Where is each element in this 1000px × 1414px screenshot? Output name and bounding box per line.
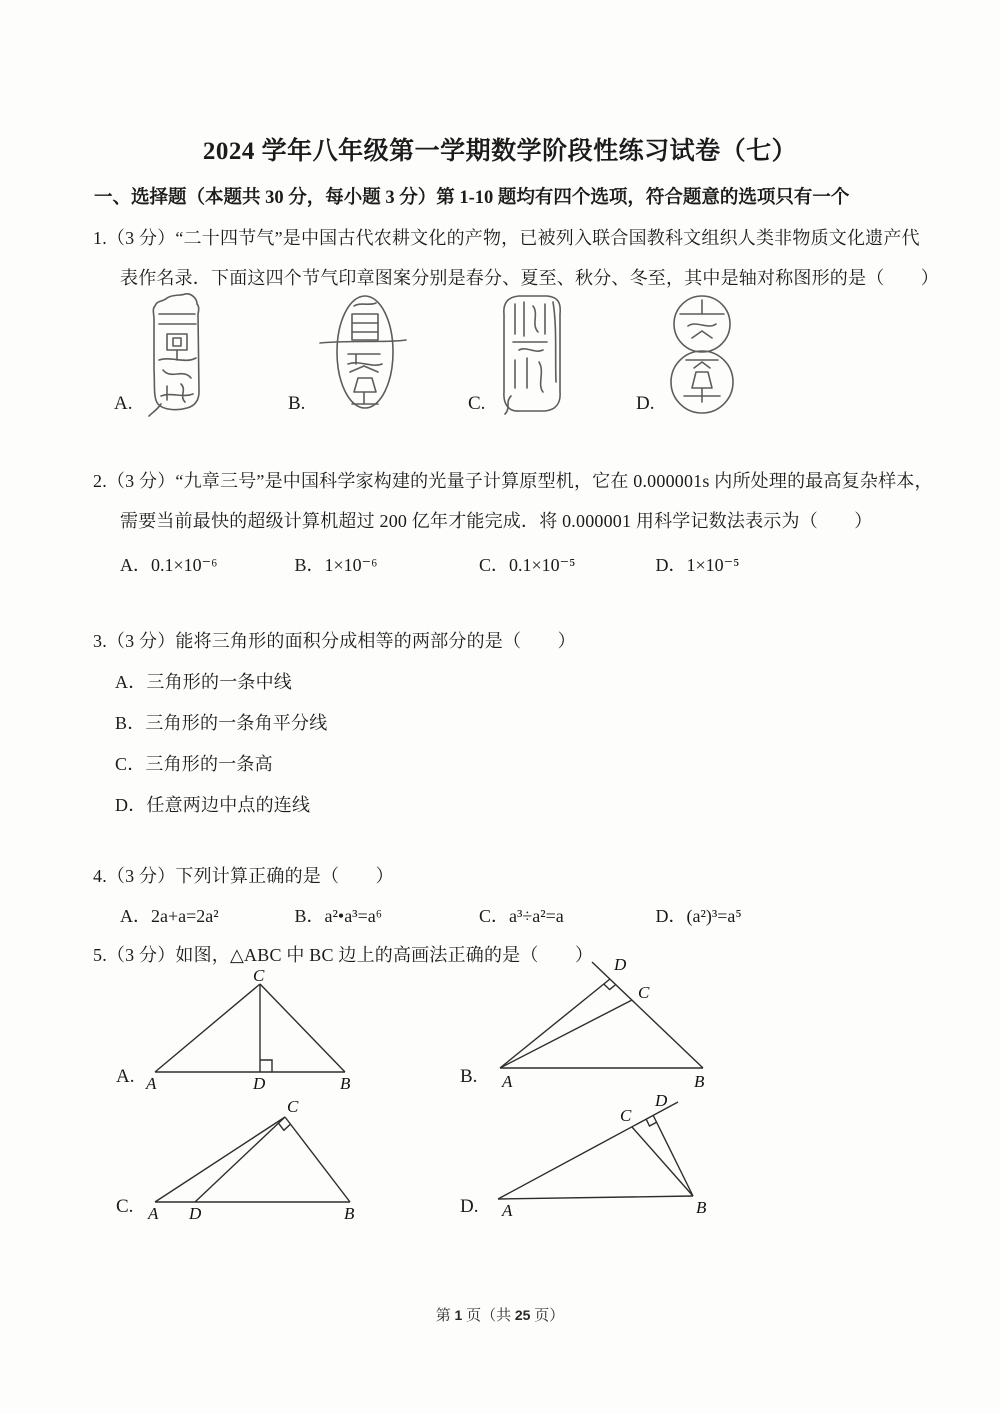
q5-figure-label-a: A. [116,1066,135,1087]
q5-figure-label-d: D. [460,1196,479,1217]
spring-equinox-seal-image [147,292,207,418]
q1-option-label-c: C. [468,393,486,414]
q2-options-row [120,551,739,577]
vertex-label: C [620,1106,632,1125]
vertex-label: B [344,1204,355,1223]
q1-option-label-d: D. [636,393,655,414]
q2-option-d: D．1×10⁻⁵ [655,555,740,575]
vertex-label: D [614,955,627,974]
winter-solstice-seal-image [666,294,738,414]
vertex-label: B [694,1072,705,1091]
vertex-label: B [340,1074,351,1093]
vertex-label: A [502,1072,513,1091]
autumn-equinox-seal-image [497,292,567,416]
q2-option-c: C．0.1×10⁻⁵ [479,555,576,575]
vertex-label: D [253,1074,266,1093]
q3-option-c: C．三角形的一条高 [115,754,273,774]
vertex-label: C [638,983,650,1002]
summer-solstice-seal-image [318,294,408,412]
footer-suffix: 页） [530,1308,565,1324]
q5-figure-label-c: C. [116,1196,134,1217]
vertex-label: A [148,1204,159,1223]
q4-option-d: D．(a²)³=a⁵ [655,906,742,926]
q2-option-a: A．0.1×10⁻⁶ [120,555,218,575]
vertex-label: D [189,1204,202,1223]
q4-option-b: B．a²•a³=a⁶ [294,906,382,926]
q5-figure-a-triangle [140,966,360,1093]
page-title: 2024 学年八年级第一学期数学阶段性练习试卷（七） [202,138,798,165]
section-header: 一、选择题（本题共 30 分，每小题 3 分）第 1-10 题均有四个选项，符合题意的选项只有一个 [94,188,850,208]
page-footer [0,1304,1000,1325]
q2-option-b: B．1×10⁻⁶ [294,555,378,575]
vertex-label: A [146,1074,157,1093]
q1-text-line2: 表作名录．下面这四个节气印章图案分别是春分、夏至、秋分、冬至，其中是轴对称图形的是（ ） [120,268,939,288]
vertex-label: D [655,1091,668,1110]
footer-middle: 页（共 [462,1308,515,1324]
q5-figure-label-b: B. [460,1066,478,1087]
q4-option-c: C．a³÷a²=a [479,906,564,926]
q3-option-b: B．三角形的一条角平分线 [115,713,328,733]
footer-prefix: 第 [435,1308,455,1324]
q2-text-line2: 需要当前最快的超级计算机超过 200 亿年才能完成．将 0.000001 用科学记数法表示为（ ） [120,511,873,531]
vertex-label: B [696,1198,707,1217]
vertex-label: C [253,966,265,985]
q5-text: 5.（3 分）如图，△ABC 中 BC 边上的高画法正确的是（ ） [93,945,594,965]
q1-option-label-a: A. [114,393,133,414]
q5-figure-b-triangle [488,956,718,1091]
q4-text: 4.（3 分）下列计算正确的是（ ） [93,866,394,886]
q4-option-a: A．2a+a=2a² [120,906,219,926]
q1-text-line1: 1.（3 分）“二十四节气”是中国古代农耕文化的产物，已被列入联合国教科文组织人类非物质文化遗产代 [93,228,920,248]
q3-option-d: D．任意两边中点的连线 [115,795,311,815]
vertex-label: A [502,1201,513,1220]
q3-option-a: A．三角形的一条中线 [115,672,292,692]
vertex-label: C [287,1097,299,1116]
q4-options-row [120,902,742,928]
footer-page-number: 1 [454,1307,463,1323]
q2-text-line1: 2.（3 分）“九章三号”是中国科学家构建的光量子计算原型机，它在 0.000001s 内所处理的最高复杂样本， [93,471,933,491]
q1-option-label-b: B. [288,393,306,414]
q3-text: 3.（3 分）能将三角形的面积分成相等的两部分的是（ ） [93,631,576,651]
q5-figure-c-triangle [140,1097,360,1223]
q5-figure-d-triangle [488,1091,718,1220]
footer-total-pages: 25 [514,1307,531,1323]
